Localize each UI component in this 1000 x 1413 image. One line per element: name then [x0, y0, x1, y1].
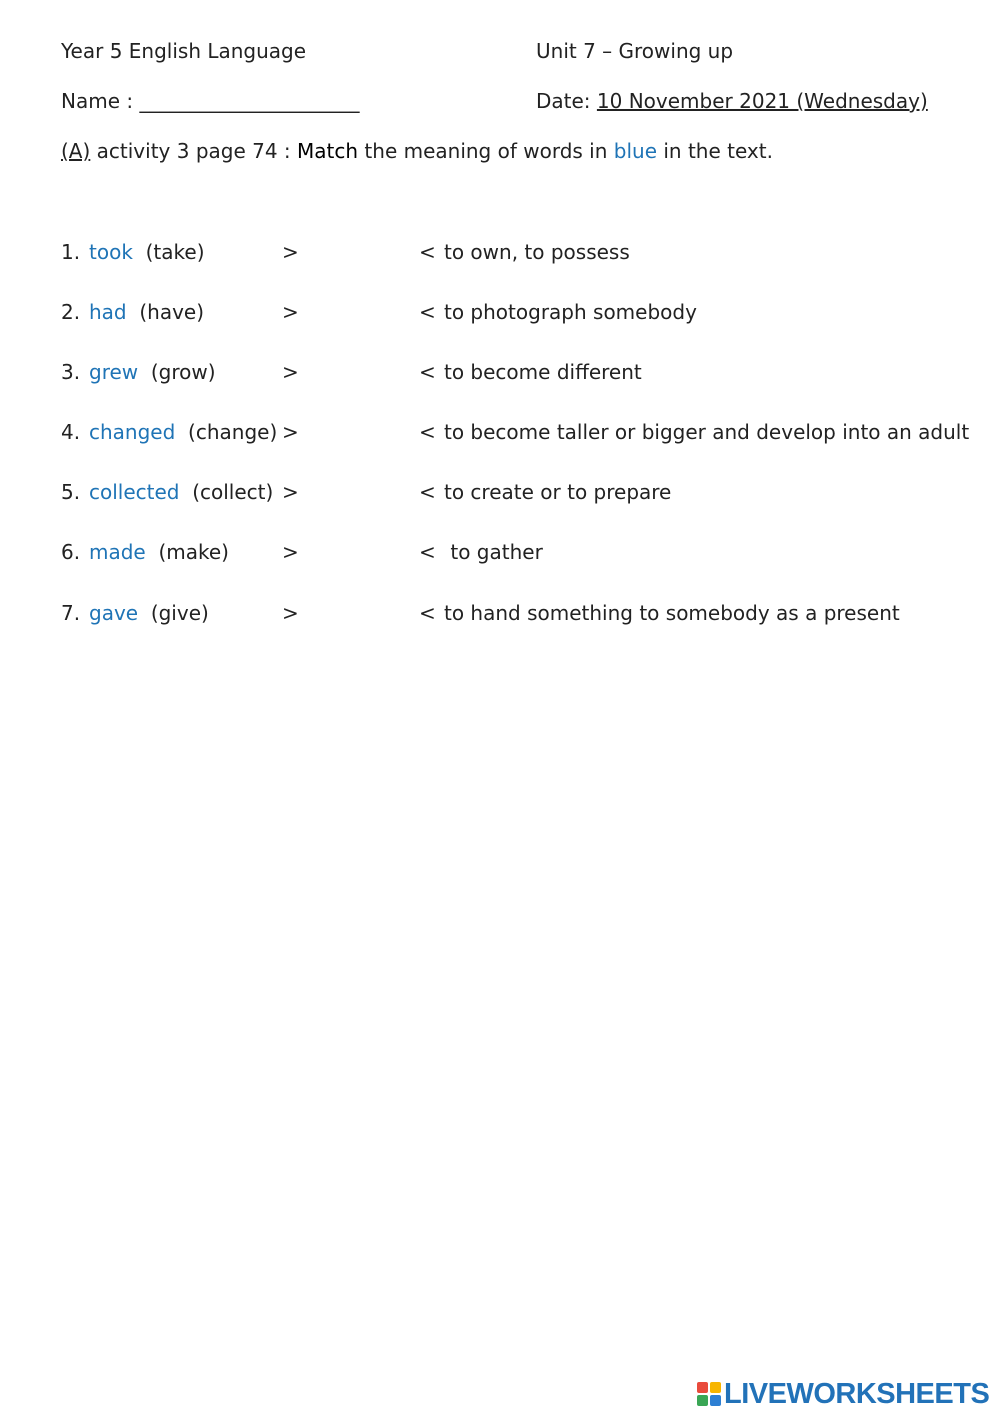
match-row: [0, 478, 1000, 506]
past-tense-word: changed: [89, 420, 176, 444]
word-group: [89, 599, 209, 627]
item-number: 3.: [61, 360, 81, 384]
match-connector-right[interactable]: >: [282, 360, 299, 384]
base-verb: (collect): [192, 480, 274, 504]
instruction: [61, 137, 773, 165]
date-line: [536, 87, 928, 115]
past-tense-word: gave: [89, 601, 139, 625]
item-number: 5.: [61, 480, 81, 504]
match-connector-right[interactable]: >: [282, 540, 299, 564]
match-connector-right[interactable]: >: [282, 240, 299, 264]
instruction-part1: activity 3 page 74 :: [90, 139, 298, 163]
unit-title: [536, 37, 733, 65]
date-value: 10 November 2021 (Wednesday): [596, 89, 928, 113]
base-verb: (make): [158, 540, 229, 564]
base-verb: (have): [139, 300, 205, 324]
word-group: [89, 298, 204, 326]
liveworksheets-logo: [697, 1377, 989, 1411]
word-group: [89, 418, 277, 446]
name-field[interactable]: [61, 87, 359, 115]
item-number: 7.: [61, 601, 81, 625]
definition: to own, to possess: [444, 240, 630, 264]
section-marker: (A): [61, 139, 91, 163]
match-connector-left[interactable]: <: [419, 540, 436, 564]
definition: to create or to prepare: [444, 480, 672, 504]
match-connector-right[interactable]: >: [282, 601, 299, 625]
word-group: [89, 238, 205, 266]
logo-blocks-icon: [697, 1382, 721, 1406]
match-connector-right[interactable]: >: [282, 300, 299, 324]
match-row: [0, 238, 1000, 266]
item-number: 2.: [61, 300, 81, 324]
instruction-match: Match: [297, 139, 359, 163]
past-tense-word: made: [89, 540, 146, 564]
match-connector-left[interactable]: <: [419, 480, 436, 504]
match-row: [0, 538, 1000, 566]
item-number: 6.: [61, 540, 81, 564]
base-verb: (change): [188, 420, 278, 444]
instruction-part2: the meaning of words in: [358, 139, 614, 163]
instruction-part3: in the text.: [657, 139, 773, 163]
base-verb: (give): [150, 601, 209, 625]
match-row: [0, 418, 1000, 446]
base-verb: (take): [145, 240, 205, 264]
instruction-blue-word: blue: [613, 139, 657, 163]
match-row: [0, 358, 1000, 386]
course-text: Year 5 English Language: [61, 39, 307, 63]
match-connector-left[interactable]: <: [419, 601, 436, 625]
logo-text: LIVEWORKSHEETS: [724, 1377, 990, 1410]
match-row: [0, 298, 1000, 326]
name-label: Name : ______________________: [61, 89, 360, 113]
past-tense-word: grew: [89, 360, 139, 384]
item-number: 4.: [61, 420, 81, 444]
course-title: [61, 37, 306, 65]
definition: to photograph somebody: [444, 300, 697, 324]
past-tense-word: collected: [89, 480, 180, 504]
match-row: [0, 599, 1000, 627]
date-label: Date:: [536, 89, 597, 113]
match-connector-left[interactable]: <: [419, 420, 436, 444]
match-connector-left[interactable]: <: [419, 240, 436, 264]
word-group: [89, 358, 216, 386]
definition: to become different: [444, 360, 642, 384]
word-group: [89, 538, 229, 566]
word-group: [89, 478, 273, 506]
past-tense-word: took: [89, 240, 133, 264]
match-connector-right[interactable]: >: [282, 420, 299, 444]
match-connector-left[interactable]: <: [419, 360, 436, 384]
base-verb: (grow): [150, 360, 216, 384]
item-number: 1.: [61, 240, 81, 264]
definition: to hand something to somebody as a present: [444, 601, 900, 625]
definition: to become taller or bigger and develop into an adult: [444, 420, 970, 444]
definition: to gather: [444, 540, 543, 564]
past-tense-word: had: [89, 300, 127, 324]
unit-text: Unit 7 – Growing up: [536, 39, 734, 63]
match-connector-left[interactable]: <: [419, 300, 436, 324]
match-connector-right[interactable]: >: [282, 480, 299, 504]
